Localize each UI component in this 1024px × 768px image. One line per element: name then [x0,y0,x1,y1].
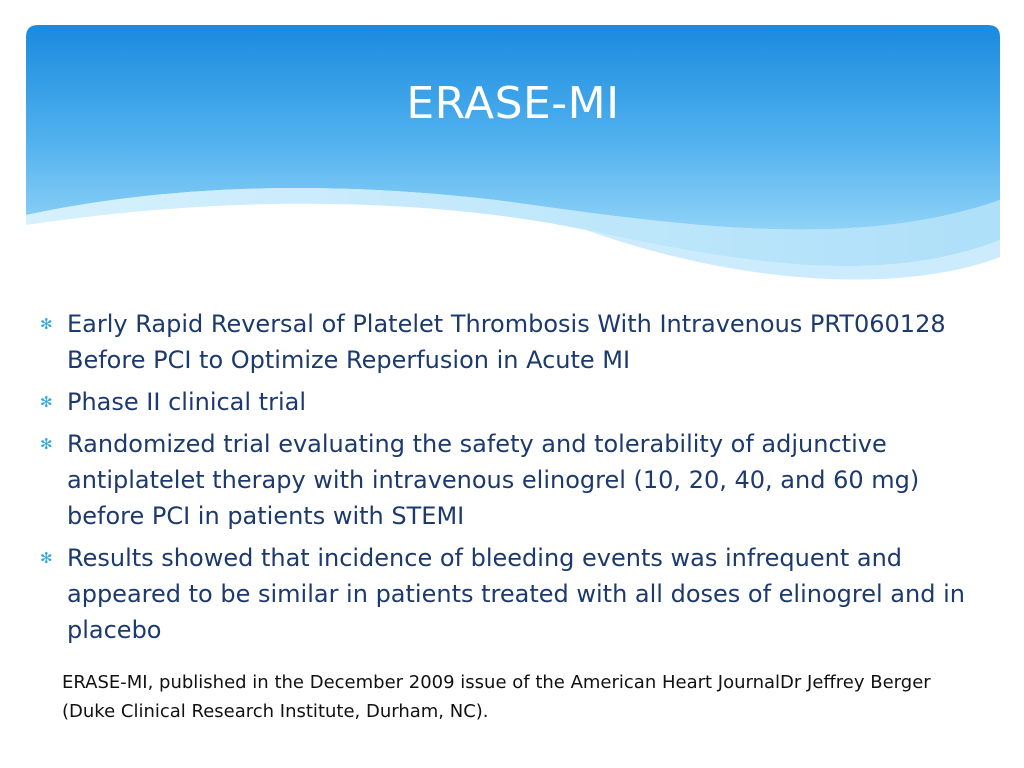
bullet-text: Early Rapid Reversal of Platelet Thrombosis With Intravenous PRT060128 Before PCI to Optimize Reperfusion in Acute MI [67,310,946,374]
bullet-item [40,384,975,420]
asterisk-bullet-icon: ✻ [40,549,53,567]
bullet-item [40,426,975,534]
slide-title: ERASE-MI [406,78,620,129]
bullet-text: Phase II clinical trial [67,388,307,416]
footnote-citation: ERASE-MI, published in the December 2009 issue of the American Heart JournalDr Jeffrey Berger (Duke Clinical Research Institute, Durham, NC). [62,672,931,722]
asterisk-bullet-icon: ✻ [40,393,53,411]
bullet-item [40,540,975,648]
bullet-list [40,306,975,654]
bullet-text: Randomized trial evaluating the safety and tolerability of adjunctive antiplatelet therapy with intravenous elinogrel (10, 20, 40, and 60 mg) before PCI in patients with STEMI [67,430,920,530]
header-wave-background [26,25,1000,295]
bullet-text: Results showed that incidence of bleeding events was infrequent and appeared to be similar in patients treated with all doses of elinogrel and in placebo [67,544,965,644]
asterisk-bullet-icon: ✻ [40,435,53,453]
bullet-item [40,306,975,378]
asterisk-bullet-icon: ✻ [40,315,53,333]
